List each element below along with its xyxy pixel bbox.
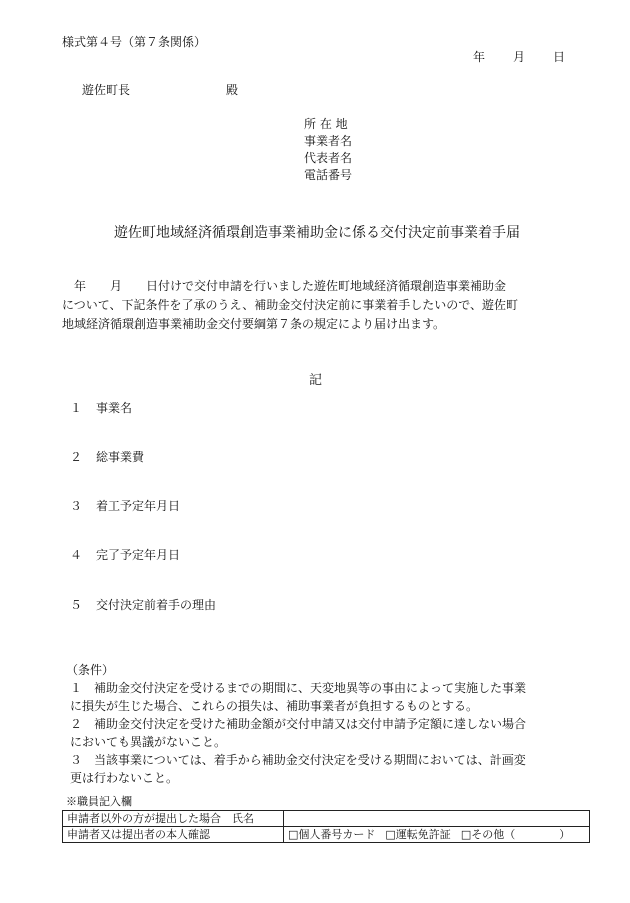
date-year: 年 bbox=[473, 50, 486, 64]
item-reason bbox=[70, 597, 216, 613]
item-start-date bbox=[70, 498, 180, 514]
table-row bbox=[63, 811, 590, 827]
applicant-fields bbox=[304, 116, 352, 184]
date-line bbox=[473, 49, 565, 65]
staff-section-heading: ※職員記入欄 bbox=[66, 795, 132, 808]
condition-line: に損失が生じた場合、これらの損失は、補助事業者が負担するものとする。 bbox=[70, 699, 479, 713]
condition-line: においても異議がないこと。 bbox=[70, 735, 227, 749]
date-month: 月 bbox=[513, 50, 526, 64]
item-label: 総事業費 bbox=[96, 450, 145, 464]
condition-line: ３ 当該事業については、着手から補助金交付決定を受ける期間においては、計画変 bbox=[70, 753, 526, 767]
date-day: 日 bbox=[553, 50, 566, 64]
item-number: ２ bbox=[70, 450, 83, 464]
item-label: 完了予定年月日 bbox=[96, 548, 181, 562]
staff-row2-label: 申請者又は提出者の本人確認 bbox=[63, 827, 284, 843]
form-number: 様式第４号（第７条関係） bbox=[62, 35, 207, 49]
condition-line: 更は行わないこと。 bbox=[70, 771, 179, 785]
item-business-name bbox=[70, 400, 132, 416]
condition-line: ２ 補助金交付決定を受けた補助金額が交付申請又は交付申請予定額に達しない場合 bbox=[70, 717, 527, 731]
honorific: 殿 bbox=[226, 83, 239, 97]
checkbox-other[interactable]: □その他（ ） bbox=[460, 828, 571, 841]
item-total-cost bbox=[70, 449, 144, 465]
item-completion-date bbox=[70, 547, 180, 563]
conditions-text bbox=[70, 680, 526, 788]
staff-row1-label: 申請者以外の方が提出した場合 氏名 bbox=[63, 811, 284, 827]
document-title: 遊佐町地域経済循環創造事業補助金に係る交付決定前事業着手届 bbox=[114, 225, 520, 241]
item-number: ４ bbox=[70, 548, 83, 562]
checkbox-my-number-card[interactable]: □個人番号カード bbox=[288, 828, 376, 841]
applicant-field-phone: 電話番号 bbox=[304, 168, 353, 182]
applicant-field-representative: 代表者名 bbox=[304, 151, 353, 165]
submitter-name-field[interactable] bbox=[284, 811, 590, 827]
conditions-heading: （条件） bbox=[66, 663, 115, 677]
ki-heading: 記 bbox=[309, 373, 323, 388]
item-label: 交付決定前着手の理由 bbox=[96, 598, 217, 612]
body-line: 地域経済循環創造事業補助金交付要綱第７条の規定により届け出ます。 bbox=[62, 317, 446, 331]
id-verification-options bbox=[284, 827, 590, 843]
condition-line: １ 補助金交付決定を受けるまでの期間に、天変地異等の事由によって実施した事業 bbox=[70, 681, 527, 695]
item-number: １ bbox=[70, 401, 83, 415]
item-number: ５ bbox=[70, 598, 83, 612]
body-line: について、下記条件を了承のうえ、補助金交付決定前に事業着手したいので、遊佐町 bbox=[62, 298, 519, 312]
applicant-field-business-name: 事業者名 bbox=[304, 134, 353, 148]
item-number: ３ bbox=[70, 499, 83, 513]
staff-table bbox=[62, 810, 590, 843]
addressee: 遊佐町長 bbox=[82, 83, 131, 97]
body-line: 年 月 日付けで交付申請を行いました遊佐町地域経済循環創造事業補助金 bbox=[62, 279, 507, 293]
body-text bbox=[62, 278, 518, 335]
checkbox-drivers-license[interactable]: □運転免許証 bbox=[385, 828, 451, 841]
item-label: 着工予定年月日 bbox=[96, 499, 181, 513]
table-row bbox=[63, 827, 590, 843]
applicant-field-address: 所 在 地 bbox=[304, 117, 348, 131]
item-label: 事業名 bbox=[96, 401, 133, 415]
